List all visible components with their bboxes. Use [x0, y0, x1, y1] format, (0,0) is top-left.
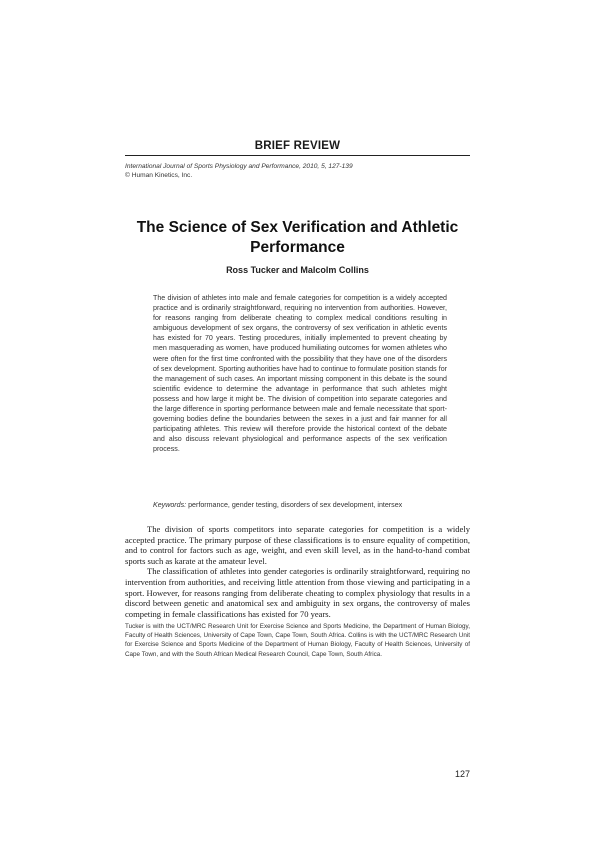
- publisher-line: © Human Kinetics, Inc.: [125, 172, 193, 179]
- keywords-list: performance, gender testing, disorders of sex development, intersex: [186, 501, 403, 509]
- journal-citation: International Journal of Sports Physiology and Performance, 2010, 5, 127-139: [125, 163, 353, 170]
- keywords: [153, 500, 447, 510]
- article-title: The Science of Sex Verification and Athletic Performance: [136, 219, 459, 256]
- page-number: 127: [454, 769, 470, 779]
- body-paragraph: The classification of athletes into gender categories is ordinarily straightforward, requiring no intervention from authorities, and receiving little attention from those viewing and participating in a sport. However, for reasons ranging from deliberate cheating to complex physiology that results in a discord between genetic and anatomical sex and ambiguity in sex organs, the controversy of males competing in female classifications has existed for 70 years.: [125, 566, 470, 619]
- section-label: BRIEF REVIEW: [254, 140, 341, 152]
- body-paragraph: The division of sports competitors into separate categories for competition is a widely accepted practice. The primary purpose of these classifications is to ensure equality of competition, and to control for factors such as age, weight, and even skill level, as in the hand-to-hand combat sports such as karate at the amateur level.: [125, 524, 470, 566]
- article-authors: Ross Tucker and Malcolm Collins: [226, 265, 369, 275]
- author-affiliations: Tucker is with the UCT/MRC Research Unit for Exercise Science and Sports Medicine, the Department of Human Biology, Faculty of Health Sciences, University of Cape Town, Cape Town, South Africa. Collins is with the UCT/MRC Research Unit for Exercise Science and Sports Medicine of the Department of Human Biology, Faculty of Health Sciences, University of Cape Town, and with the South African Medical Research Council, Cape Town, South Africa.: [125, 623, 470, 658]
- abstract: The division of athletes into male and female categories for competition is a widely accepted practice and is ordinarily straightforward, requiring no intervention from authorities. However, for reasons ranging from deliberate cheating to complex medical conditions resulting in ambiguous development of sex organs, the controversy of sex verification in athletic events has existed for 70 years. Testing procedures, initially implemented to prevent cheating by men masquerading as women, have produced humiliating outcomes for women athletes who were often for the first time confronted with the possibility that they have one of the disorders of sex development. Sporting authorities have had to continue to formulate position stands for the management of such cases. An important missing component in this debate is the sound scientific evidence to determine the advantage in performance that such athletes might possess and how large it might be. The division of competition into separate categories and the large difference in sporting performance between male and female necessitate that sport-governing bodies define the boundaries between the sexes in a just and fair manner for all participating athletes. This review will therefore provide the historical context of the debate and also discuss relevant physiological and performance aspects of the sex verification process.: [153, 294, 447, 454]
- keywords-label: Keywords:: [153, 501, 187, 509]
- header-rule: [125, 155, 470, 156]
- body-text: [125, 524, 470, 619]
